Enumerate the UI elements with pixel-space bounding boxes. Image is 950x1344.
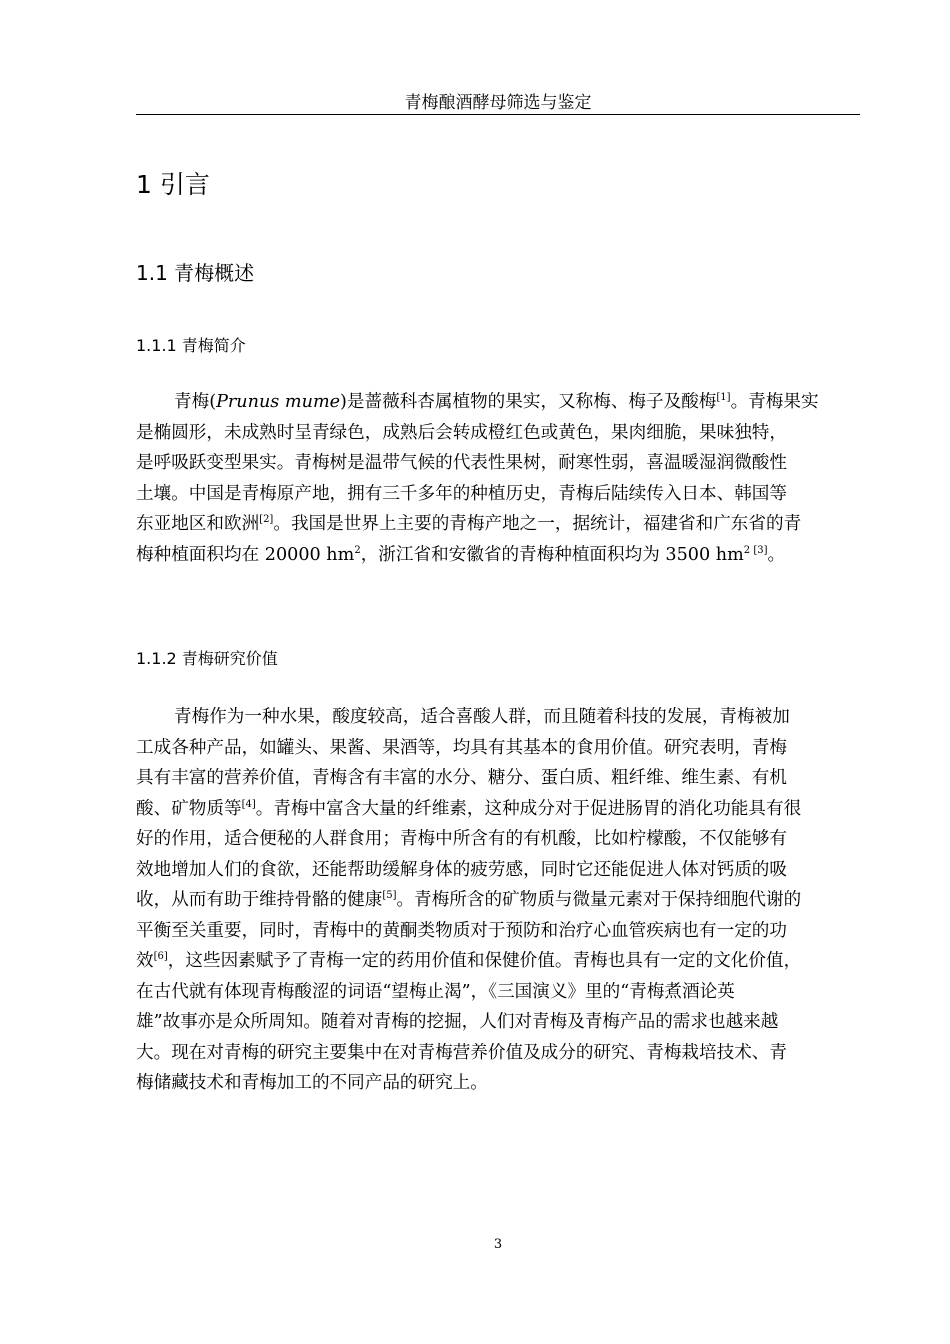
chapter-heading: 1 引言 — [136, 170, 210, 199]
superscript: 2 — [743, 544, 751, 556]
superscript: 2 — [354, 544, 361, 556]
citation: [2] — [259, 514, 274, 526]
paragraph-line: 收，从而有助于维持骨骼的健康[5]。青梅所含的矿物质与微量元素对于保持细胞代谢的 — [136, 890, 802, 910]
header-title: 青梅酿酒酵母筛选与鉴定 — [404, 93, 592, 113]
paragraph-line: 好的作用，适合便秘的人群食用；青梅中所含有的有机酸，比如柠檬酸，不仅能够有 — [136, 829, 787, 849]
paragraph-line: 土壤。中国是青梅原产地，拥有三千多年的种植历史，青梅后陆续传入日本、韩国等 — [136, 483, 787, 504]
citation: [5] — [382, 890, 397, 902]
paragraph-line: 具有丰富的营养价值，青梅含有丰富的水分、糖分、蛋白质、粗纤维、维生素、有机 — [136, 768, 787, 788]
page-number: 3 — [493, 1237, 503, 1252]
paragraph-line: 青梅作为一种水果，酸度较高，适合喜酸人群，而且随着科技的发展，青梅被加 — [174, 707, 790, 727]
paragraph-line: 平衡至关重要，同时，青梅中的黄酮类物质对于预防和治疗心血管疾病也有一定的功 — [136, 920, 787, 941]
latin-name: Prunus mume — [216, 392, 341, 412]
paragraph-line: 梅种植面积均在 20000 $hm^2$，浙江省和安徽省的青梅种植面积均为 3500 $hm^2$ [3]。 — [136, 544, 786, 565]
paragraph-research-value — [136, 702, 860, 1099]
paragraph-line: 效[6]，这些因素赋予了青梅一定的药用价值和保健价值。青梅也具有一定的文化价值， — [136, 951, 802, 971]
paragraph-line: 效地增加人们的食欲，还能帮助缓解身体的疲劳感，同时它还能促进人体对钙质的吸 — [136, 859, 787, 880]
section-heading: 1.1 青梅概述 — [136, 261, 255, 285]
paragraph-line: 在古代就有体现青梅酸涩的词语“望梅止渴”，《三国演义》里的“青梅煮酒论英 — [136, 981, 735, 1002]
subsection-heading-value: 1.1.2 青梅研究价值 — [136, 649, 278, 668]
paragraph-line: 工成各种产品，如罐头、果酱、果酒等，均具有其基本的食用价值。研究表明，青梅 — [136, 737, 787, 758]
paragraph-line: 东亚地区和欧洲[2]。我国是世界上主要的青梅产地之一，据统计，福建省和广东省的青 — [136, 514, 802, 534]
citation: [1] — [716, 392, 731, 404]
citation: [4] — [241, 798, 256, 810]
paragraph-introduction — [136, 387, 860, 570]
paragraph-line: 大。现在对青梅的研究主要集中在对青梅营养价值及成分的研究、青梅栽培技术、青 — [136, 1042, 787, 1063]
paragraph-line: 酸、矿物质等[4]。青梅中富含大量的纤维素，这种成分对于促进肠胃的消化功能具有很 — [136, 798, 802, 819]
paragraph-line: 是呼吸跃变型果实。青梅树是温带气候的代表性果树，耐寒性弱，喜温暖湿润微酸性 — [136, 453, 787, 473]
citation: [3] — [750, 544, 768, 556]
paragraph-line: 梅储藏技术和青梅加工的不同产品的研究上。 — [136, 1073, 488, 1093]
paragraph-line: 雄”故事亦是众所周知。随着对青梅的挖掘，人们对青梅及青梅产品的需求也越来越 — [136, 1012, 779, 1032]
citation: [6] — [153, 951, 168, 963]
paragraph-line: 是椭圆形，未成熟时呈青绿色，成熟后会转成橙红色或黄色，果肉细脆，果味独特， — [136, 422, 787, 443]
subsection-heading-intro: 1.1.1 青梅简介 — [136, 336, 246, 355]
paragraph-line: 青梅(Prunus mume)是蔷薇科杏属植物的果实，又称梅、梅子及酸梅[1]。青梅果实 — [174, 392, 819, 412]
header-divider — [136, 114, 860, 115]
